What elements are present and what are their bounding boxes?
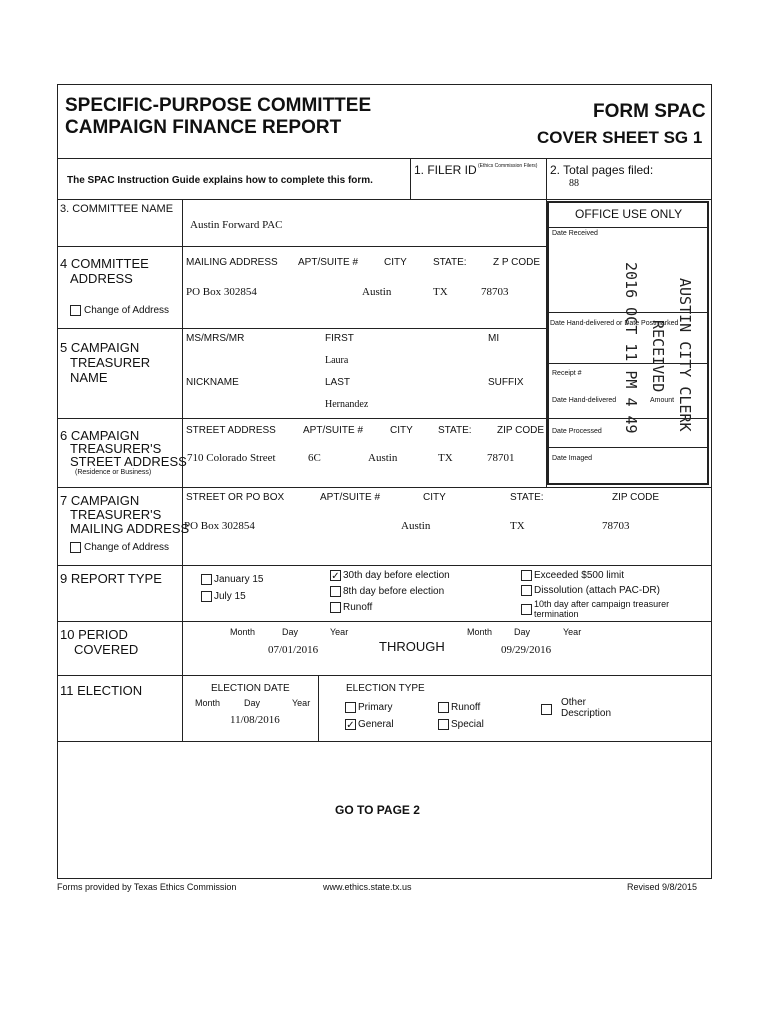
treasurer-mailing-zip-value: 78703 [602,520,630,532]
period-from-value: 07/01/2016 [268,644,319,656]
report-30th-label: 30th day before election [343,570,450,581]
committee-state-value: TX [433,286,448,298]
treasurer-street-label-1: 6 CAMPAIGN [60,428,140,443]
election-label: 11 ELECTION [60,683,143,698]
report-jul15-label: July 15 [214,591,246,602]
row11-bottom-line [57,741,711,742]
office-use-title: OFFICE USE ONLY [575,207,683,221]
election-general-label: General [358,719,394,730]
office-line-5 [547,447,709,448]
election-runoff-checkbox[interactable] [438,702,449,713]
treasurer-street-label-2: TREASURER'S [70,441,162,456]
election-date-divider [318,675,319,741]
committee-mailing-value: PO Box 302854 [186,286,257,298]
treasurer-zip-value: 78701 [487,452,515,464]
treasurer-name-label-3: NAME [70,370,108,385]
report-jul15-checkbox[interactable] [201,591,212,602]
election-day-label: Day [244,698,261,708]
period-to-month-label: Month [467,627,493,637]
col-street-address: STREET ADDRESS [186,425,276,436]
col-state: STATE: [433,257,467,268]
title-line2: CAMPAIGN FINANCE REPORT [65,117,342,138]
col-apt-suite-7: APT/SUITE # [320,492,381,503]
treasurer-mailing-label-2: TREASURER'S [70,507,162,522]
col-zip: Z P CODE [493,257,541,268]
treasurer-name-label-2: TREASURER [70,355,151,370]
election-general-checkbox[interactable]: ✓ [346,720,355,731]
election-date-label: ELECTION DATE [211,683,290,694]
col-zip-6: ZIP CODE [497,425,545,436]
total-pages-label: 2. Total pages filed: [550,163,654,177]
committee-change-address-checkbox[interactable] [70,305,81,316]
received-stamp-org: AUSTIN CITY CLERK [676,278,694,432]
treasurer-apt-value: 6C [308,452,321,464]
filer-id-sub: (Ethics Commission Filers) [478,163,538,169]
treasurer-mailing-label-3: MAILING ADDRESS [70,521,190,536]
label-column-divider [182,199,183,675]
committee-name-label: 3. COMMITTEE NAME [60,203,174,215]
treasurer-change-address-label: Change of Address [84,542,170,553]
election-label-divider [182,675,183,741]
left-border [57,84,58,879]
period-from-year-label: Year [330,627,349,637]
row5-bottom-line [57,418,546,419]
row3-bottom-line [57,246,546,247]
row6-bottom-line [57,487,711,488]
date-received-label: Date Received [552,230,598,237]
row7-bottom-line [57,565,711,566]
period-through-label: THROUGH [379,639,445,654]
report-dissolution-label: Dissolution (attach PAC-DR) [534,585,660,596]
treasurer-city-value: Austin [368,452,398,464]
date-hand-delivered-label: Date Hand-delivered or Date Postmarked [550,320,679,327]
report-8th-label: 8th day before election [343,586,445,597]
election-date-value: 11/08/2016 [230,714,280,726]
treasurer-mailing-label-1: 7 CAMPAIGN [60,493,140,508]
period-from-month-label: Month [230,627,256,637]
report-runoff-checkbox[interactable] [330,602,341,613]
report-exceeded-checkbox[interactable] [521,570,532,581]
footer-center: www.ethics.state.tx.us [323,882,412,892]
date-imaged-label: Date Imaged [552,455,593,462]
row1-bottom-line [57,199,711,200]
col-city: CITY [384,257,407,268]
election-primary-label: Primary [358,702,393,713]
period-to-value: 09/29/2016 [501,644,552,656]
received-stamp-label: RECEIVED [649,320,667,393]
committee-name-value: Austin Forward PAC [190,219,283,231]
committee-city-value: Austin [362,286,392,298]
col-mi: MI [488,333,500,344]
cover-sheet-label: COVER SHEET SG 1 [537,128,703,147]
top-border [57,84,711,85]
amount-label: Amount [650,397,675,404]
row1-divider-a [410,158,411,199]
footer-right: Revised 9/8/2015 [627,882,698,892]
filer-id-label: 1. FILER ID [414,163,477,177]
election-other-label-1: Other [561,697,587,708]
col-first: FIRST [325,333,354,344]
election-primary-checkbox[interactable] [345,702,356,713]
report-dissolution-checkbox[interactable] [521,585,532,596]
receipt-label: Receipt # [552,370,582,377]
period-to-day-label: Day [514,627,531,637]
col-city-7: CITY [423,492,446,503]
election-special-label: Special [451,719,484,730]
col-city-6: CITY [390,425,413,436]
row9-bottom-line [57,621,711,622]
period-from-day-label: Day [282,627,299,637]
col-suffix: SUFFIX [488,377,524,388]
treasurer-street-value: 710 Colorado Street [187,452,276,464]
treasurer-mailing-city-value: Austin [401,520,431,532]
treasurer-street-label-3: STREET ADDRESS [70,454,187,469]
committee-address-label-1: 4 COMMITTEE [60,256,149,271]
election-special-checkbox[interactable] [438,719,449,730]
go-to-page-2: GO TO PAGE 2 [335,803,420,817]
instruction-text: The SPAC Instruction Guide explains how to complete this form. [67,175,373,186]
right-border [711,84,712,879]
date-processed-label: Date Processed [552,428,602,435]
report-10th-checkbox[interactable] [521,604,532,615]
period-label-2: COVERED [74,642,139,657]
period-to-year-label: Year [563,627,582,637]
bottom-border [57,878,711,879]
election-other-label-2: Description [561,708,612,719]
treasurer-street-note: (Residence or Business) [75,469,152,476]
period-label-1: 10 PERIOD [60,627,128,642]
col-apt-suite-6: APT/SUITE # [303,425,364,436]
committee-change-address-label: Change of Address [84,305,170,316]
report-type-label: 9 REPORT TYPE [60,571,162,586]
election-other-checkbox[interactable] [541,704,552,715]
election-year-label: Year [292,698,311,708]
report-10th-label-1: 10th day after campaign treasurer [534,599,670,609]
date-hand-delivered-2-label: Date Hand-delivered [552,397,617,404]
treasurer-last-value: Hernandez [325,399,369,410]
election-month-label: Month [195,698,221,708]
report-exceeded-label: Exceeded $500 limit [534,570,625,581]
committee-zip-value: 78703 [481,286,509,298]
treasurer-name-label-1: 5 CAMPAIGN [60,340,140,355]
election-type-label: ELECTION TYPE [346,683,425,694]
col-last: LAST [325,377,351,388]
row10-bottom-line [57,675,711,676]
col-zip-7: ZIP CODE [612,492,660,503]
treasurer-mailing-street-value: PO Box 302854 [184,520,255,532]
col-nickname: NICKNAME [186,377,239,388]
form-name: FORM SPAC [593,101,706,122]
committee-address-label-2: ADDRESS [70,271,133,286]
footer-left: Forms provided by Texas Ethics Commission [57,882,237,892]
row1-divider-b [546,158,547,199]
row4-bottom-line [57,328,546,329]
col-state-6: STATE: [438,425,472,436]
treasurer-first-value: Laura [325,355,349,366]
col-apt-suite: APT/SUITE # [298,257,359,268]
treasurer-mailing-state-value: TX [510,520,525,532]
col-state-7: STATE: [510,492,544,503]
title-line1: SPECIFIC-PURPOSE COMMITTEE [65,95,372,116]
report-30th-checkbox[interactable]: ✓ [331,571,340,582]
report-runoff-label: Runoff [343,602,373,613]
election-runoff-label: Runoff [451,702,481,713]
received-stamp-date: 2016 OCT 11 PM 4 49 [622,262,640,434]
total-pages-value: 88 [569,178,579,189]
report-jan15-label: January 15 [214,574,264,585]
col-street-po: STREET OR PO BOX [186,492,285,503]
report-8th-checkbox[interactable] [330,586,341,597]
report-10th-label-2: termination [534,609,579,619]
col-mailing-address: MAILING ADDRESS [186,257,278,268]
office-line-1 [547,227,709,228]
report-jan15-checkbox[interactable] [201,574,212,585]
row1-top-line [57,158,711,159]
treasurer-state-value: TX [438,452,453,464]
treasurer-change-address-checkbox[interactable] [70,542,81,553]
col-title: MS/MRS/MR [186,333,245,344]
